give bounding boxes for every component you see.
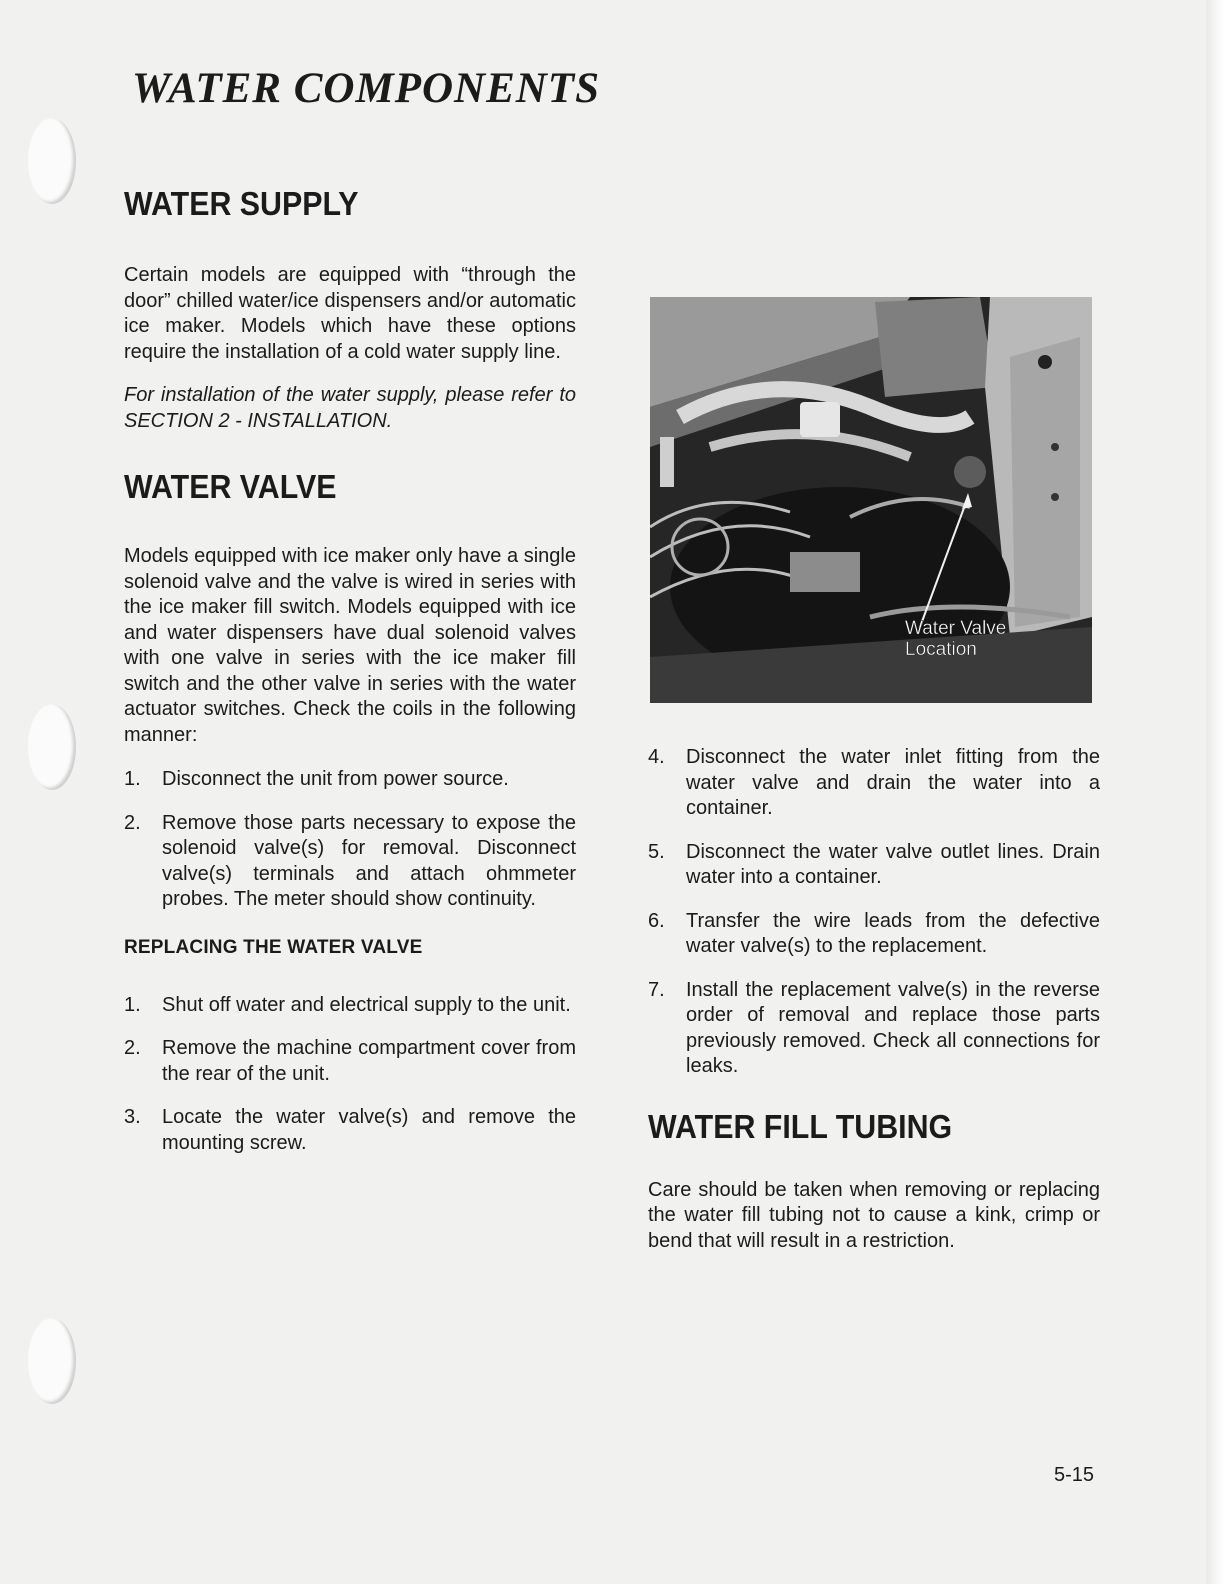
list-item — [648, 978, 1100, 1080]
step-number: 4. — [648, 746, 665, 768]
coil-check-steps — [124, 767, 576, 913]
water-valve-heading: WATER VALVE — [124, 468, 337, 505]
list-item — [124, 811, 576, 913]
page-number: 5-15 — [1053, 1464, 1094, 1486]
step-text: Remove the machine compartment cover from the rear of the unit. — [162, 1037, 576, 1085]
photo-label-line1: Water Valve — [905, 618, 1007, 639]
binder-hole-top — [28, 118, 76, 204]
list-item — [648, 840, 1100, 891]
binder-hole-middle — [28, 704, 76, 790]
replacing-steps-right — [648, 745, 1100, 1080]
step-number: 6. — [648, 909, 665, 932]
left-column — [124, 185, 576, 1156]
water-supply-note: For installation of the water supply, please refer to SECTION 2 - INSTALLATION. — [124, 384, 576, 432]
step-text: Install the replacement valve(s) in the reverse order of removal and replace those parts previously removed. Check all connections for leaks. — [686, 978, 1100, 1077]
list-item — [124, 993, 576, 1019]
replacing-heading: REPLACING THE WATER VALVE — [124, 936, 423, 958]
water-supply-paragraph: Certain models are equipped with “through the door” chilled water/ice dispensers and/or automatic ice maker. Models which have these options require the installation of a cold water supply line. — [124, 264, 576, 363]
photo-illustration — [650, 297, 1092, 703]
list-item — [648, 745, 1100, 822]
list-item — [648, 909, 1100, 960]
step-number: 1. — [124, 993, 141, 1016]
step-number: 1. — [124, 768, 141, 790]
water-valve-location-photo — [650, 297, 1092, 703]
step-text: Shut off water and electrical supply to the unit. — [162, 993, 571, 1016]
water-supply-heading: WATER SUPPLY — [124, 185, 359, 222]
page-title: WATER COMPONENTS — [132, 65, 600, 112]
step-number: 2. — [124, 1037, 141, 1059]
water-fill-tubing-paragraph: Care should be taken when removing or replacing the water fill tubing not to cause a kink, crimp or bend that will result in a restriction. — [648, 1178, 1100, 1252]
step-number: 7. — [648, 978, 665, 1001]
step-number: 2. — [124, 811, 141, 834]
right-column — [648, 745, 1100, 1254]
photo-label-line2: Location — [905, 639, 977, 660]
page-edge — [1206, 0, 1224, 1584]
water-valve-paragraph: Models equipped with ice maker only have a single solenoid valve and the valve is wired in series with the ice maker fill switch. Models equipped with ice and water dispensers have dual solenoid valves with one valve in series with the ice maker fill switch and the other valve in series with the water actuator switches. Check the coils in the following manner: — [124, 545, 576, 746]
step-text: Locate the water valve(s) and remove the mounting screw. — [162, 1106, 576, 1154]
step-text: Transfer the wire leads from the defective water valve(s) to the replacement. — [686, 909, 1100, 957]
list-item — [124, 1036, 576, 1087]
water-fill-tubing-heading: WATER FILL TUBING — [648, 1107, 953, 1145]
step-text: Disconnect the water inlet fitting from the water valve and drain the water into a container. — [686, 746, 1100, 819]
step-text: Disconnect the unit from power source. — [162, 768, 509, 790]
step-number: 3. — [124, 1106, 141, 1128]
list-item — [124, 1105, 576, 1156]
step-text: Disconnect the water valve outlet lines. Drain water into a container. — [686, 840, 1100, 888]
step-number: 5. — [648, 840, 665, 863]
list-item — [124, 767, 576, 793]
step-text: Remove those parts necessary to expose the solenoid valve(s) for removal. Disconnect valve(s) terminals and attach ohmmeter probes. The meter should show continuity. — [162, 811, 576, 910]
replacing-steps-left — [124, 993, 576, 1157]
binder-hole-bottom — [28, 1318, 76, 1404]
